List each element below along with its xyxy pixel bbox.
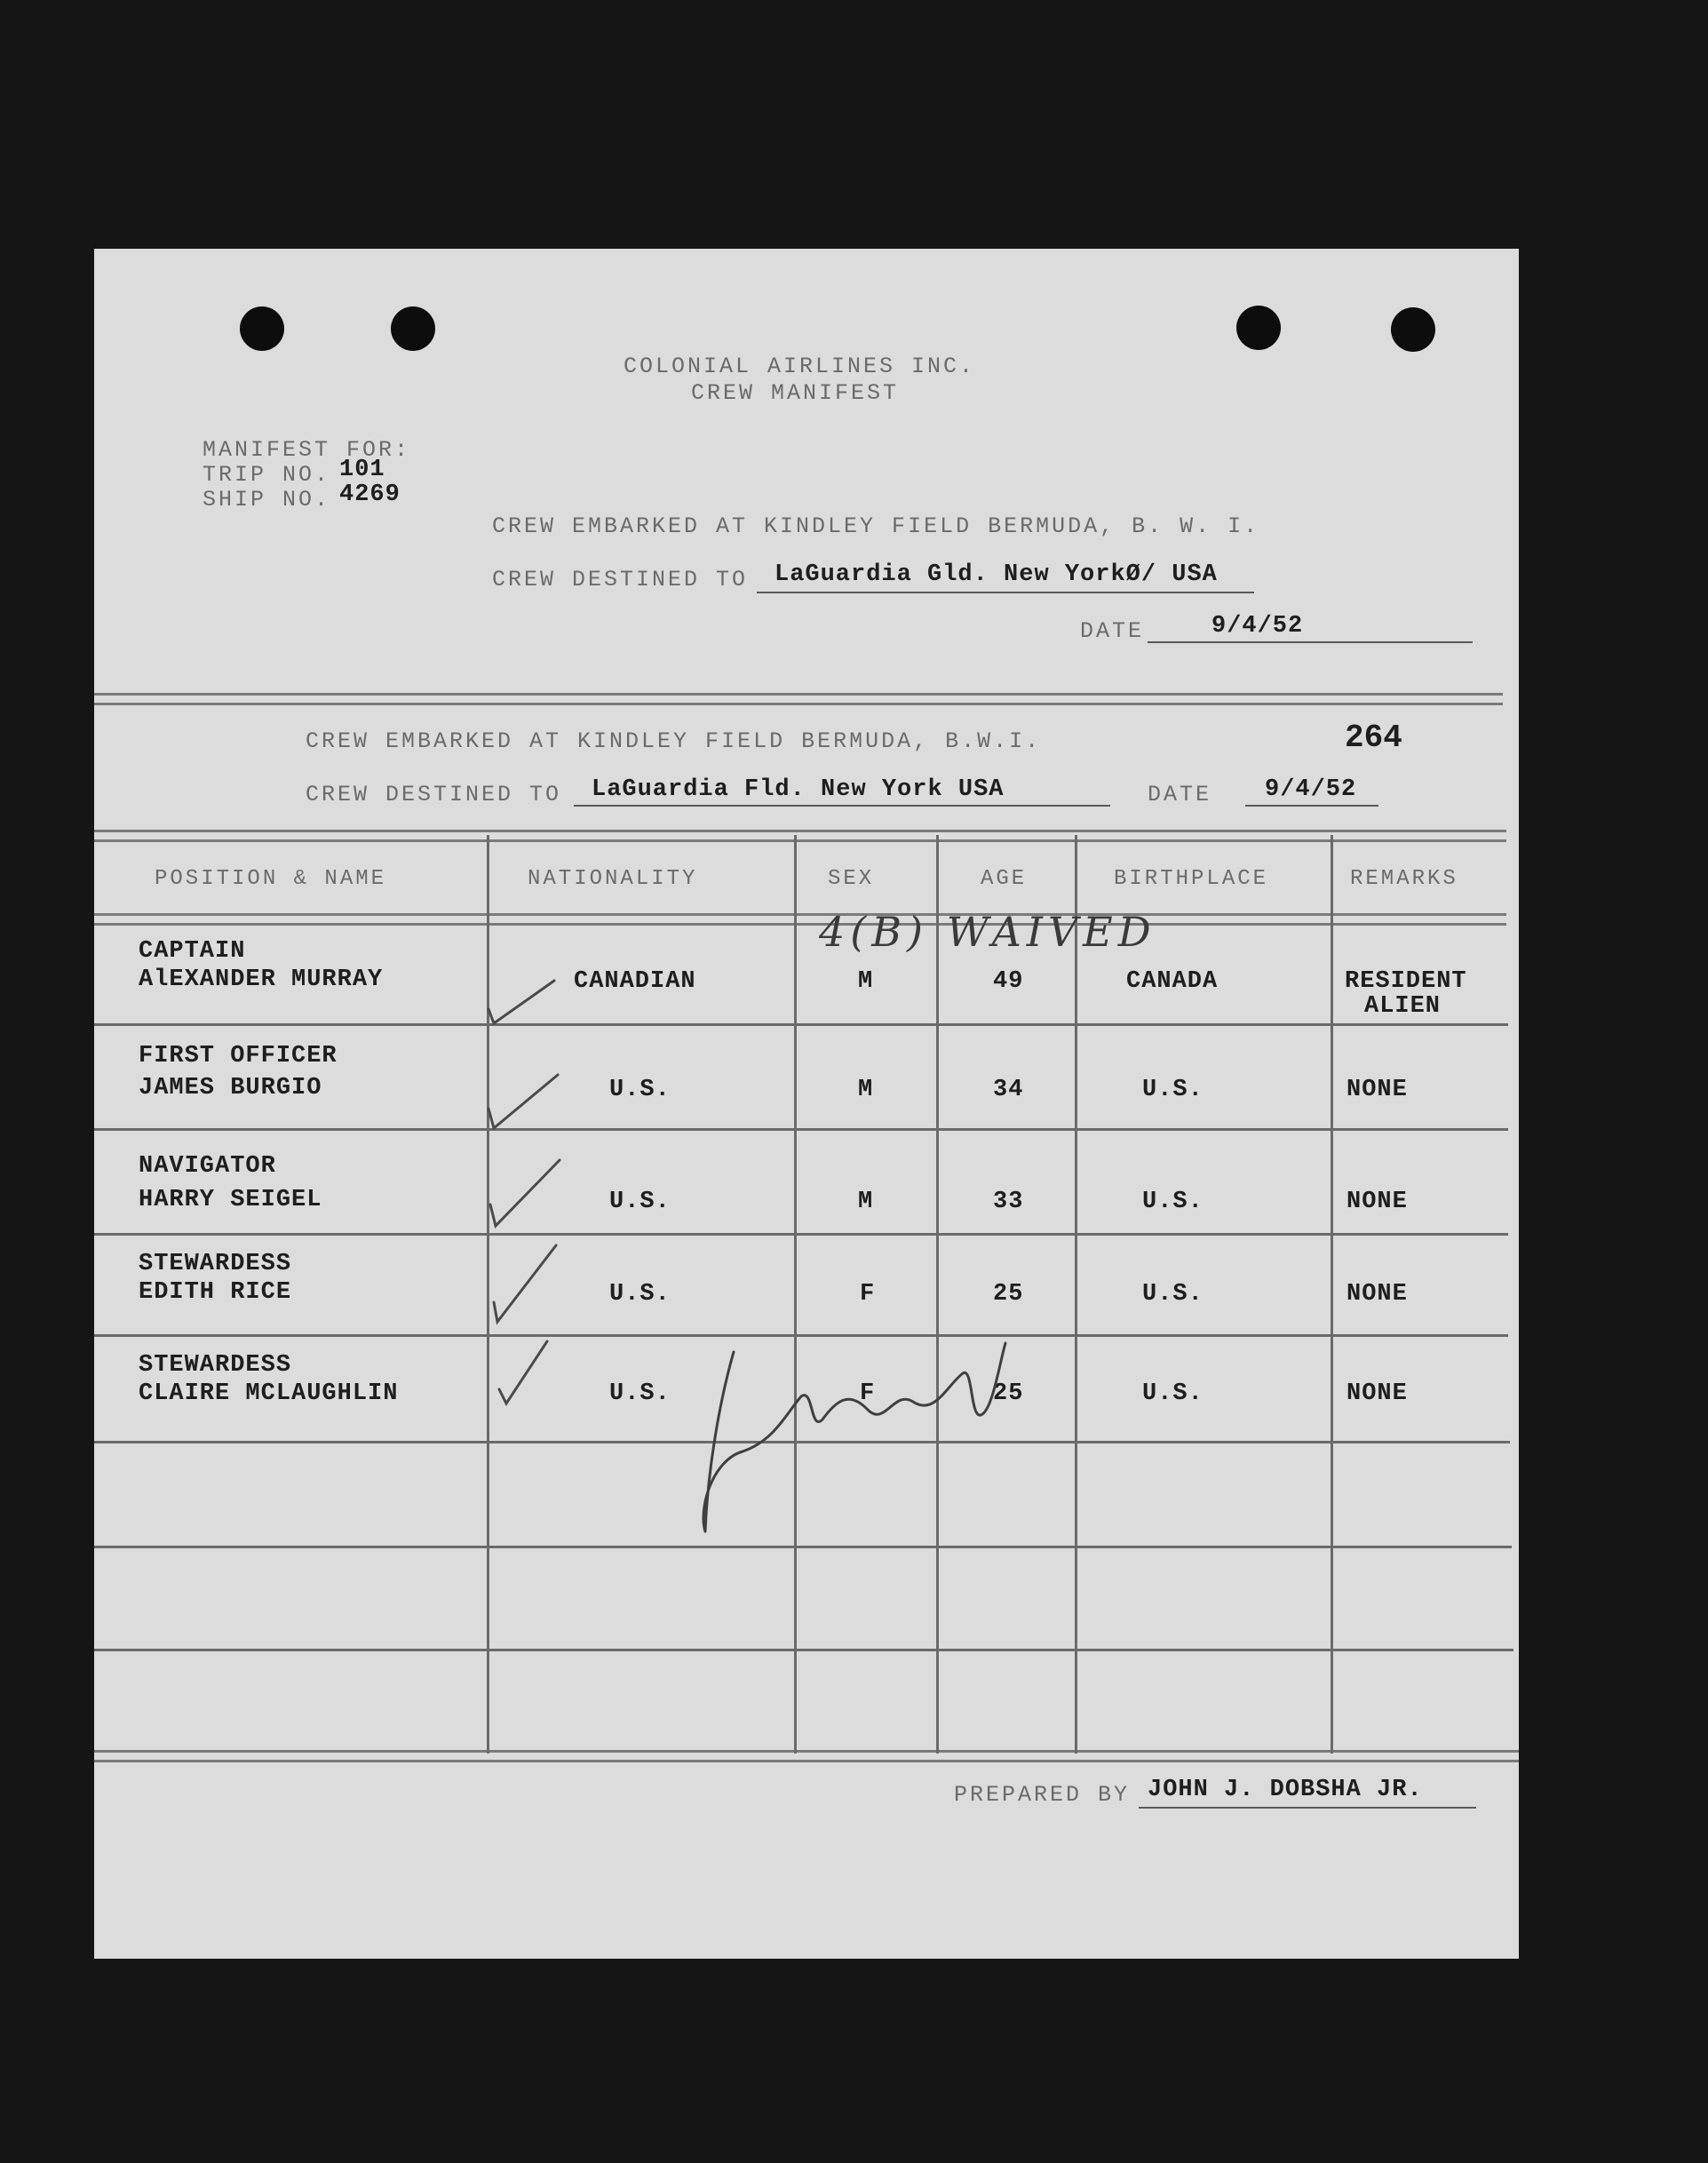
destination-underline (757, 592, 1254, 593)
manifest-number: 264 (1345, 720, 1402, 756)
table-bottom-rule (94, 1750, 1519, 1762)
crew-name: CLAIRE MCLAUGHLIN (139, 1380, 399, 1407)
crew-position: STEWARDESS (139, 1352, 292, 1379)
crew-birthplace: U.S. (1142, 1281, 1204, 1308)
column-divider (936, 835, 939, 1753)
prepared-by-value: JOHN J. DOBSHA JR. (1148, 1777, 1423, 1803)
crew-name: AlEXANDER MURRAY (139, 966, 384, 993)
waiver-annotation: 4(B) WAIVED (819, 908, 1156, 956)
section-divider (94, 693, 1503, 705)
header-bottom-rule (94, 913, 1506, 926)
crew-birthplace: U.S. (1142, 1077, 1204, 1103)
destined-label: CREW DESTINED TO (492, 567, 749, 592)
signature (680, 1334, 1018, 1547)
embarked-line-2: CREW EMBARKED AT KINDLEY FIELD BERMUDA, B.W.I. (306, 728, 1042, 754)
crew-birthplace: CANADA (1126, 968, 1219, 995)
ship-number: 4269 (339, 481, 401, 508)
date-label: DATE (1080, 618, 1145, 644)
crew-age: 34 (993, 1077, 1024, 1103)
crew-age: 33 (993, 1189, 1024, 1215)
date-underline-2 (1245, 805, 1378, 807)
embarked-line: CREW EMBARKED AT KINDLEY FIELD BERMUDA, B. W. I. (492, 513, 1260, 539)
check-mark-icon (489, 1075, 558, 1128)
table-top-rule (94, 830, 1506, 842)
manifest-sheet (94, 249, 1519, 1959)
check-mark-icon (499, 1341, 547, 1404)
ship-label: SHIP NO. (203, 487, 331, 513)
prepared-by-label: PREPARED BY (954, 1782, 1131, 1808)
date-value: 9/4/52 (1211, 613, 1304, 640)
date-label-2: DATE (1148, 782, 1212, 807)
trip-number: 101 (339, 457, 385, 483)
destined-label-2: CREW DESTINED TO (306, 782, 562, 807)
crew-position: CAPTAIN (139, 938, 246, 965)
date-underline (1148, 641, 1473, 643)
column-header: NATIONALITY (528, 867, 698, 891)
punch-hole (1236, 306, 1281, 350)
column-divider (1075, 835, 1077, 1753)
crew-birthplace: U.S. (1142, 1189, 1204, 1215)
crew-name: EDITH RICE (139, 1279, 292, 1306)
crew-remarks-line2: ALIEN (1364, 993, 1442, 1020)
date-value-2: 9/4/52 (1265, 776, 1357, 803)
crew-age: 49 (993, 968, 1024, 995)
crew-name: JAMES BURGIO (139, 1075, 322, 1101)
column-divider (794, 835, 797, 1753)
crew-sex: F (860, 1281, 876, 1308)
crew-nationality: U.S. (609, 1380, 671, 1407)
crew-remarks: NONE (1347, 1077, 1408, 1103)
column-header: POSITION & NAME (155, 867, 387, 891)
manifest-for-label: MANIFEST FOR: (203, 437, 411, 463)
column-header: REMARKS (1350, 867, 1458, 891)
check-mark-icon (490, 1160, 560, 1226)
row-divider (94, 1128, 1508, 1131)
crew-birthplace: U.S. (1142, 1380, 1204, 1407)
crew-position: STEWARDESS (139, 1251, 292, 1277)
punch-hole (1391, 307, 1435, 352)
crew-remarks: NONE (1347, 1281, 1408, 1308)
crew-sex: M (858, 968, 874, 995)
destination-value: LaGuardia Gld. New YorkØ/ USA (775, 561, 1218, 588)
row-divider (94, 1023, 1508, 1026)
crew-nationality: CANADIAN (574, 968, 696, 995)
destination-underline-2 (574, 805, 1110, 807)
column-header: AGE (981, 867, 1028, 891)
company-name: COLONIAL AIRLINES INC. (624, 354, 976, 379)
crew-nationality: U.S. (609, 1077, 671, 1103)
row-divider (94, 1233, 1508, 1236)
crew-age: 25 (993, 1281, 1024, 1308)
crew-sex: M (858, 1189, 874, 1215)
crew-age: 25 (993, 1380, 1024, 1407)
column-divider (1331, 835, 1333, 1753)
crew-position: NAVIGATOR (139, 1153, 276, 1180)
crew-nationality: U.S. (609, 1281, 671, 1308)
document-title: CREW MANIFEST (691, 380, 900, 406)
crew-name: HARRY SEIGEL (139, 1187, 322, 1213)
crew-remarks: NONE (1347, 1189, 1408, 1215)
punch-hole (240, 306, 284, 351)
trip-label: TRIP NO. (203, 462, 331, 488)
crew-remarks: NONE (1347, 1380, 1408, 1407)
crew-sex: F (860, 1380, 876, 1407)
crew-nationality: U.S. (609, 1189, 671, 1215)
punch-hole (391, 306, 435, 351)
prepared-by-underline (1139, 1807, 1476, 1809)
row-divider (94, 1649, 1513, 1651)
check-mark-icon (494, 1245, 556, 1322)
crew-sex: M (858, 1077, 874, 1103)
check-marks (485, 959, 583, 1421)
check-mark-icon (489, 981, 554, 1023)
column-header: SEX (828, 867, 875, 891)
destination-value-2: LaGuardia Fld. New York USA (592, 776, 1005, 803)
crew-remarks: RESIDENT (1345, 968, 1467, 995)
crew-position: FIRST OFFICER (139, 1043, 338, 1070)
column-header: BIRTHPLACE (1114, 867, 1269, 891)
